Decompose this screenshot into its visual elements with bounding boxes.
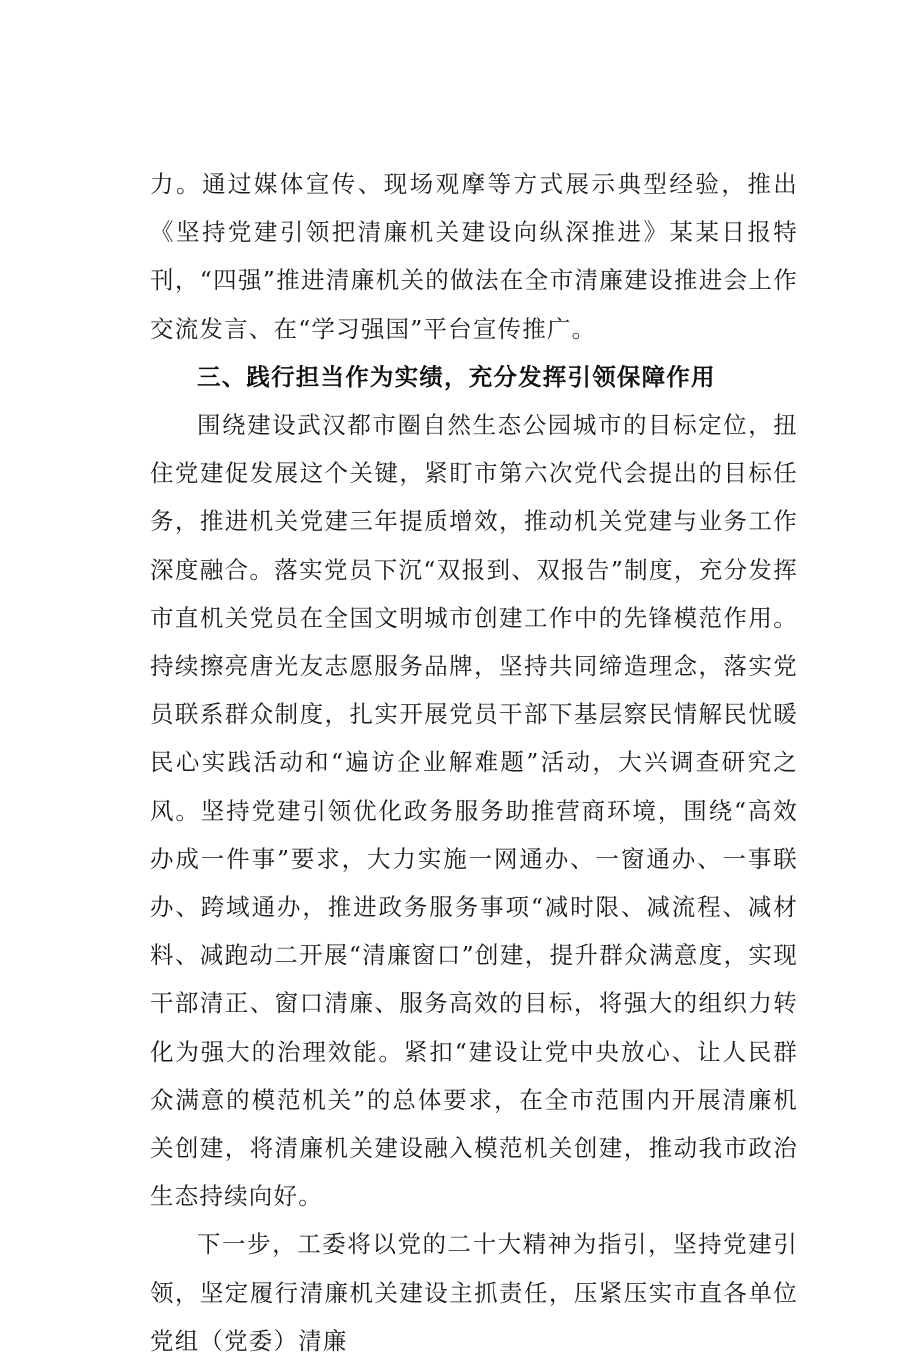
- section-heading-three: 三、践行担当作为实绩，充分发挥引领保障作用: [197, 362, 716, 391]
- paragraph-continuation: 力。通过媒体宣传、现场观摩等方式展示典型经验，推出《坚持党建引领把清廉机关建设向纵深推进》某某日报特刊，“四强”推进清廉机关的做法在全市清廉建设推进会上作交流发言、在“学习强国”平台宣传推广。: [150, 170, 798, 343]
- paragraph-section-three-body: 围绕建设武汉都市圈自然生态公园城市的目标定位，扭住党建促发展这个关键，紧盯市第六次党代会提出的目标任务，推进机关党建三年提质增效，推动机关党建与业务工作深度融合。落实党员下沉“双报到、双报告”制度，充分发挥市直机关党员在全国文明城市创建工作中的先锋模范作用。持续擦亮唐光友志愿服务品牌，坚持共同缔造理念，落实党员联系群众制度，扎实开展党员干部下基层察民情解民忧暖民心实践活动和“遍访企业解难题”活动，大兴调查研究之风。坚持党建引领优化政务服务助推营商环境，围绕“高效办成一件事”要求，大力实施一网通办、一窗通办、一事联办、跨域通办，推进政务服务事项“减时限、减流程、减材料、减跑动二开展“清廉窗口”创建，提升群众满意度，实现干部清正、窗口清廉、服务高效的目标，将强大的组织力转化为强大的治理效能。紧扣“建设让党中央放心、让人民群众满意的模范机关”的总体要求，在全市范围内开展清廉机关创建，将清廉机关建设融入模范机关创建，推动我市政治生态持续向好。: [150, 411, 798, 1211]
- document-body: [150, 160, 798, 1365]
- paragraph-next-steps: 下一步，工委将以党的二十大精神为指引，坚持党建引领，坚定履行清廉机关建设主抓责任，压紧压实市直各单位党组（党委）清廉: [150, 1230, 798, 1355]
